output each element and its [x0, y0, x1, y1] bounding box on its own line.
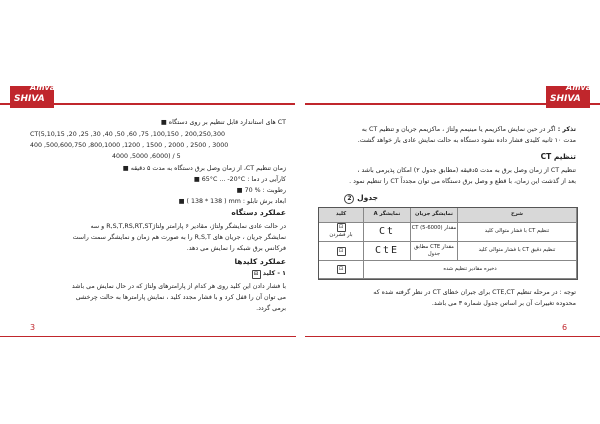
table-row-1-key: ⊡ بار فشردن	[319, 223, 364, 242]
right-page-number: 6	[562, 323, 568, 332]
table-row-3-description: ذخیره مقادیر تنظیم شده	[364, 261, 577, 279]
left-logo: SHIVA Amval	[10, 86, 54, 108]
note-title: تذکر :	[557, 126, 576, 133]
dimension-label: ابعاد برش تابلو :	[242, 198, 286, 205]
left-footer-line	[0, 336, 296, 337]
set-key-icon: ⊡	[337, 247, 346, 256]
set-key-icon: ⊡	[337, 223, 346, 232]
ct-setting-table	[318, 207, 578, 280]
save-key-icon: ⊡	[337, 265, 346, 274]
performance-text-3: فرکانس برق شبکه را نمایش می دهد.	[186, 245, 286, 252]
table-row-1-description: تنظیم CT با فشار متوالی کلید	[458, 223, 577, 242]
key1-text-3: برمی گردد.	[256, 305, 286, 312]
humidity-value: 70 %	[244, 187, 261, 194]
table-row-3-key	[319, 261, 364, 279]
note-text-1: اگر در حین نمایش ماکزیمم یا مینیمم ولتاژ ، ماکزیمم جریان و تنظیم CT به	[361, 126, 556, 133]
key1-line	[180, 269, 286, 279]
table-header-current: نمایشگر جریان	[411, 208, 458, 223]
dimension-line: ابعاد برش تابلو : ( 138 * 138 ) mm ■	[178, 198, 286, 205]
setting-time-line: زمان تنظیم CT، از زمان وصل برق دستگاه به مدت ۵ دقیقه ■	[122, 165, 286, 172]
right-footer-line	[305, 336, 600, 337]
ct-values-line-2: 400 ,500,600,750 ,800,1000 ,1200 , 1500 , 2000 , 2500 , 3000	[30, 142, 229, 149]
attention-text-1: توجه : در مرحله تنظیم CTE,CT برای جبران خطای CT در نظر گرفته شده که	[373, 289, 576, 296]
performance-text-1: در حالت عادی نمایشگر ولتاژ، مقادیر ۶ پارامتر ولتاژR,S,T,RS,RT,ST و سه	[90, 223, 286, 230]
table-row-2-description: تنظیم دقیق CT با فشار متوالی کلید	[458, 242, 577, 261]
keys-title: عملکرد کلیدها	[234, 257, 286, 266]
table-header-display: نمایشگر A	[364, 208, 411, 223]
ct-values-line-3: 4000 ,5000 ,6000) / 5	[112, 153, 181, 160]
key1-text-2: می توان آن را قفل کرد و با فشار مجدد کلید ، نمایش پارامترها به حالت چرخشی	[75, 294, 286, 301]
dimension-value: ( 138 * 138 ) mm	[186, 198, 241, 205]
humidity-line: رطوبت : 70 % ■	[236, 187, 286, 194]
temp-line: کارآیی در دما : 65°C ... -20°C ■	[193, 176, 286, 183]
lock-key-icon: ⊡	[252, 270, 261, 279]
performance-title: عملکرد دستگاه	[231, 208, 286, 217]
table-row-1-display: Ct	[364, 223, 411, 242]
table-row-2-current: مقدار CTE مطابق جدول	[411, 242, 458, 261]
ct-standard-title-text: CT های استاندارد قابل تنظیم بر روی دستگاه	[168, 119, 286, 126]
table-header-key: کلید	[319, 208, 364, 223]
note-line-1	[318, 125, 576, 135]
left-page-number: 3	[30, 323, 36, 332]
table-row-1-current: مقدار CT (5-6000)	[411, 223, 458, 242]
humidity-label: رطوبت :	[262, 187, 286, 194]
ct-values-line-1: CT(5,10,15 ,20 ,25 ,30 ,40 ,50 ,60 ,75 ,100,150 , 200,250,300	[30, 131, 225, 138]
note-text-2: مدت ۱۰ ثانیه کلیدی فشار داده نشود دستگاه به حالت نمایش عادی باز خواهد گشت.	[357, 137, 576, 144]
ct-standard-title: CT های استاندارد قابل تنظیم بر روی دستگاه ■	[160, 119, 286, 126]
performance-text-2: نمایشگر جریان ، جریان های R,S,T را به صورت هم زمان و نمایشگر سمت راست	[72, 234, 286, 241]
table-header-description: شرح	[458, 208, 577, 223]
ct-setting-title: تنظیم CT	[540, 152, 576, 161]
table-row-2-display: CtE	[364, 242, 411, 261]
table-row-2-key	[319, 242, 364, 261]
temp-value: 65°C ... -20°C	[201, 176, 246, 183]
ct-setting-text-1: تنظیم CT از زمان وصل برق به مدت ۵دقیقه (مطابق جدول ۲) امکان پذیرمی باشد ،	[357, 167, 576, 174]
attention-text-2: محدوده تغییرات آن بر اساس جدول شماره ۳ می باشد.	[431, 300, 576, 307]
setting-time-text: زمان تنظیم CT، از زمان وصل برق دستگاه به مدت ۵ دقیقه	[130, 165, 286, 172]
table-2-title	[318, 193, 378, 204]
key1-label: ۱ - کلید	[262, 270, 286, 277]
ct-setting-text-2: بعد از گذشت این زمان، با قطع و وصل برق دستگاه می توان مجدداً CT را تنظیم نمود .	[349, 178, 576, 185]
key1-text-1: با فشار دادن این کلید روی هر کدام از پارامترهای ولتاژ که در حال نمایش می باشد	[71, 283, 286, 290]
temp-label: کارآیی در دما :	[247, 176, 286, 183]
right-logo: SHIVA Amval	[546, 86, 590, 108]
table-2-number: 2	[344, 194, 354, 204]
table-2-title-text: جدول	[357, 193, 378, 202]
